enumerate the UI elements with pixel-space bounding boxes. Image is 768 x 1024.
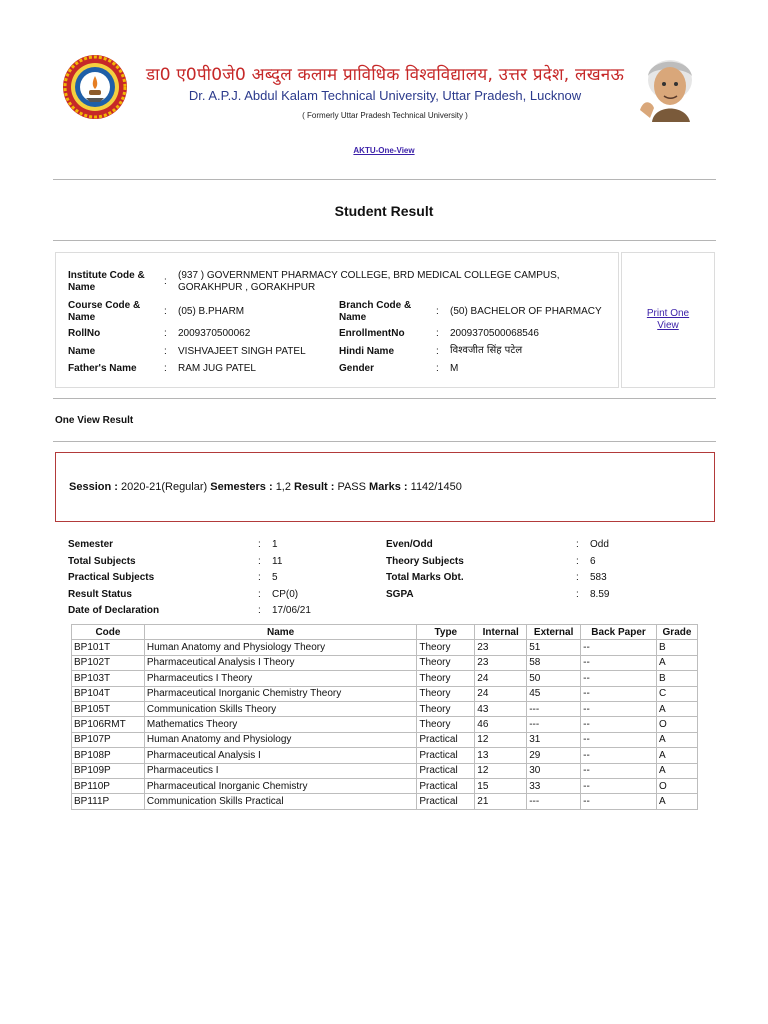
university-name-hindi: डा0 ए0पी0जे0 अब्दुल कलाम प्राविधिक विश्वविद्यालय, उत्तर प्रदेश, लखनऊ — [146, 65, 624, 85]
colon: : — [258, 605, 261, 616]
back-paper-cell: -- — [581, 748, 657, 763]
back-paper-cell: -- — [581, 671, 657, 686]
subject-name-cell: Communication Skills Theory — [144, 701, 417, 716]
result-value: PASS — [337, 481, 366, 493]
table-row — [72, 671, 698, 686]
subject-type-cell: Practical — [417, 794, 475, 809]
divider — [53, 398, 716, 399]
table-row — [72, 686, 698, 701]
column-header: Code — [72, 625, 145, 640]
session-value: 2020-21(Regular) — [120, 481, 208, 493]
colon: : — [436, 306, 439, 317]
father-name-value: RAM JUG PATEL — [178, 363, 256, 374]
practical-subjects-value: 5 — [272, 572, 278, 583]
table-row — [72, 732, 698, 747]
external-marks-cell: 50 — [527, 671, 581, 686]
column-header: External — [527, 625, 581, 640]
formerly-note: ( Formerly Uttar Pradesh Technical University ) — [302, 111, 468, 120]
subject-name-cell: Pharmaceutical Inorganic Chemistry Theory — [144, 686, 417, 701]
colon: : — [436, 328, 439, 339]
sgpa-label: SGPA — [386, 589, 414, 600]
grade-cell: A — [656, 732, 697, 747]
column-header: Internal — [475, 625, 527, 640]
declaration-date-label: Date of Declaration — [68, 605, 160, 616]
semester-label: Semester — [68, 539, 114, 550]
session-summary-panel — [55, 452, 715, 522]
semester-value: 1 — [272, 539, 278, 550]
subject-code-cell: BP104T — [72, 686, 145, 701]
subject-code-cell: BP107P — [72, 732, 145, 747]
semesters-label: Semesters : — [210, 481, 273, 493]
grade-cell: A — [656, 763, 697, 778]
one-view-result-heading: One View Result — [55, 415, 134, 426]
print-one-view-link[interactable] — [638, 308, 698, 332]
aktu-one-view-link[interactable]: AKTU-One-View — [353, 146, 415, 155]
table-row — [72, 701, 698, 716]
print-link-line1: Print One — [646, 308, 690, 319]
subject-type-cell: Theory — [417, 717, 475, 732]
table-row — [72, 748, 698, 763]
subject-code-cell: BP102T — [72, 655, 145, 670]
session-label: Session : — [69, 481, 118, 493]
marks-table — [71, 624, 698, 810]
external-marks-cell: --- — [527, 717, 581, 732]
subject-type-cell: Practical — [417, 763, 475, 778]
internal-marks-cell: 23 — [475, 640, 527, 655]
colon: : — [436, 346, 439, 357]
university-name-english: Dr. A.P.J. Abdul Kalam Technical University, Uttar Pradesh, Lucknow — [188, 88, 582, 103]
course-label: Course Code & Name — [68, 300, 141, 323]
marks-value: 1142/1450 — [410, 481, 462, 493]
subject-type-cell: Theory — [417, 640, 475, 655]
result-status-value: CP(0) — [272, 589, 299, 600]
grade-cell: A — [656, 655, 697, 670]
grade-cell: B — [656, 671, 697, 686]
evenodd-label: Even/Odd — [386, 539, 433, 550]
subject-type-cell: Theory — [417, 671, 475, 686]
marks-table-body — [72, 640, 698, 809]
colon: : — [258, 556, 261, 567]
internal-marks-cell: 46 — [475, 717, 527, 732]
colon: : — [576, 539, 579, 550]
internal-marks-cell: 43 — [475, 701, 527, 716]
external-marks-cell: --- — [527, 794, 581, 809]
branch-label: Branch Code & Name — [339, 300, 412, 323]
total-marks-value: 583 — [590, 572, 607, 583]
hindi-name-label: Hindi Name — [339, 346, 395, 357]
internal-marks-cell: 24 — [475, 686, 527, 701]
subject-name-cell: Pharmaceutics I Theory — [144, 671, 417, 686]
colon: : — [164, 306, 167, 317]
table-row — [72, 778, 698, 793]
hindi-name-value: विश्वजीत सिंह पटेल — [450, 345, 523, 356]
course-value: (05) B.PHARM — [178, 306, 245, 317]
back-paper-cell: -- — [581, 701, 657, 716]
colon: : — [164, 346, 167, 357]
theory-subjects-value: 6 — [590, 556, 596, 567]
back-paper-cell: -- — [581, 686, 657, 701]
table-row — [72, 655, 698, 670]
institute-value-line1: (937 ) GOVERNMENT PHARMACY COLLEGE, BRD MEDICAL COLLEGE CAMPUS, — [178, 270, 560, 281]
external-marks-cell: 58 — [527, 655, 581, 670]
subject-name-cell: Human Anatomy and Physiology — [144, 732, 417, 747]
subject-name-cell: Pharmaceutics I — [144, 763, 417, 778]
institute-value — [178, 270, 598, 294]
table-row — [72, 717, 698, 732]
external-marks-cell: 45 — [527, 686, 581, 701]
print-panel — [621, 252, 715, 388]
total-marks-label: Total Marks Obt. — [386, 572, 464, 583]
subject-code-cell: BP109P — [72, 763, 145, 778]
column-header: Back Paper — [581, 625, 657, 640]
subject-code-cell: BP101T — [72, 640, 145, 655]
colon: : — [164, 328, 167, 339]
subject-type-cell: Practical — [417, 778, 475, 793]
subject-type-cell: Theory — [417, 701, 475, 716]
print-link-line2: View — [657, 320, 679, 331]
colon: : — [258, 572, 261, 583]
subject-name-cell: Mathematics Theory — [144, 717, 417, 732]
internal-marks-cell: 23 — [475, 655, 527, 670]
colon: : — [576, 572, 579, 583]
theory-subjects-label: Theory Subjects — [386, 556, 464, 567]
back-paper-cell: -- — [581, 763, 657, 778]
external-marks-cell: 30 — [527, 763, 581, 778]
branch-value: (50) BACHELOR OF PHARMACY — [450, 306, 602, 317]
session-summary — [69, 481, 462, 493]
divider — [53, 240, 716, 241]
column-header: Name — [144, 625, 417, 640]
internal-marks-cell: 21 — [475, 794, 527, 809]
internal-marks-cell: 13 — [475, 748, 527, 763]
internal-marks-cell: 12 — [475, 763, 527, 778]
evenodd-value: Odd — [590, 539, 609, 550]
internal-marks-cell: 15 — [475, 778, 527, 793]
back-paper-cell: -- — [581, 655, 657, 670]
page-title: Student Result — [334, 203, 434, 219]
subject-type-cell: Theory — [417, 655, 475, 670]
father-name-label: Father's Name — [68, 363, 137, 374]
colon: : — [258, 539, 261, 550]
external-marks-cell: 51 — [527, 640, 581, 655]
table-header-row — [72, 625, 698, 640]
grade-cell: A — [656, 748, 697, 763]
name-value: VISHVAJEET SINGH PATEL — [178, 346, 306, 357]
total-subjects-value: 11 — [272, 556, 283, 567]
result-label: Result : — [294, 481, 335, 493]
column-header: Grade — [656, 625, 697, 640]
grade-cell: A — [656, 701, 697, 716]
table-row — [72, 640, 698, 655]
portrait-image — [630, 50, 706, 126]
gender-value: M — [450, 363, 459, 374]
subject-name-cell: Pharmaceutical Inorganic Chemistry — [144, 778, 417, 793]
student-info-panel — [55, 252, 619, 388]
colon: : — [164, 276, 167, 287]
external-marks-cell: 33 — [527, 778, 581, 793]
back-paper-cell: -- — [581, 732, 657, 747]
external-marks-cell: --- — [527, 701, 581, 716]
subject-name-cell: Human Anatomy and Physiology Theory — [144, 640, 417, 655]
subject-code-cell: BP105T — [72, 701, 145, 716]
back-paper-cell: -- — [581, 778, 657, 793]
institute-value-line2: GORAKHPUR , GORAKHPUR — [178, 282, 316, 293]
university-seal-icon — [62, 54, 128, 120]
table-row — [72, 794, 698, 809]
subject-name-cell: Pharmaceutical Analysis I — [144, 748, 417, 763]
university-header — [0, 0, 768, 140]
institute-label: Institute Code & Name — [68, 270, 145, 293]
subject-code-cell: BP103T — [72, 671, 145, 686]
subject-code-cell: BP108P — [72, 748, 145, 763]
grade-cell: O — [656, 778, 697, 793]
back-paper-cell: -- — [581, 717, 657, 732]
colon: : — [258, 589, 261, 600]
colon: : — [576, 589, 579, 600]
external-marks-cell: 29 — [527, 748, 581, 763]
subject-type-cell: Practical — [417, 732, 475, 747]
subject-code-cell: BP106RMT — [72, 717, 145, 732]
subject-code-cell: BP111P — [72, 794, 145, 809]
grade-cell: C — [656, 686, 697, 701]
colon: : — [164, 363, 167, 374]
table-row — [72, 763, 698, 778]
column-header: Type — [417, 625, 475, 640]
external-marks-cell: 31 — [527, 732, 581, 747]
enrollment-value: 2009370500068546 — [450, 328, 539, 339]
divider — [53, 441, 716, 442]
subject-name-cell: Communication Skills Practical — [144, 794, 417, 809]
subject-name-cell: Pharmaceutical Analysis I Theory — [144, 655, 417, 670]
back-paper-cell: -- — [581, 794, 657, 809]
divider — [53, 179, 716, 180]
declaration-date-value: 17/06/21 — [272, 605, 311, 616]
enrollment-label: EnrollmentNo — [339, 328, 405, 339]
rollno-label: RollNo — [68, 328, 101, 339]
grade-cell: B — [656, 640, 697, 655]
sgpa-value: 8.59 — [590, 589, 610, 600]
subject-code-cell: BP110P — [72, 778, 145, 793]
subject-type-cell: Practical — [417, 748, 475, 763]
internal-marks-cell: 12 — [475, 732, 527, 747]
colon: : — [576, 556, 579, 567]
grade-cell: A — [656, 794, 697, 809]
semesters-value: 1,2 — [275, 481, 291, 493]
practical-subjects-label: Practical Subjects — [68, 572, 155, 583]
rollno-value: 2009370500062 — [178, 328, 251, 339]
internal-marks-cell: 24 — [475, 671, 527, 686]
result-status-label: Result Status — [68, 589, 132, 600]
subject-type-cell: Theory — [417, 686, 475, 701]
total-subjects-label: Total Subjects — [68, 556, 136, 567]
back-paper-cell: -- — [581, 640, 657, 655]
gender-label: Gender — [339, 363, 375, 374]
colon: : — [436, 363, 439, 374]
grade-cell: O — [656, 717, 697, 732]
name-label: Name — [68, 346, 96, 357]
marks-label: Marks : — [369, 481, 408, 493]
